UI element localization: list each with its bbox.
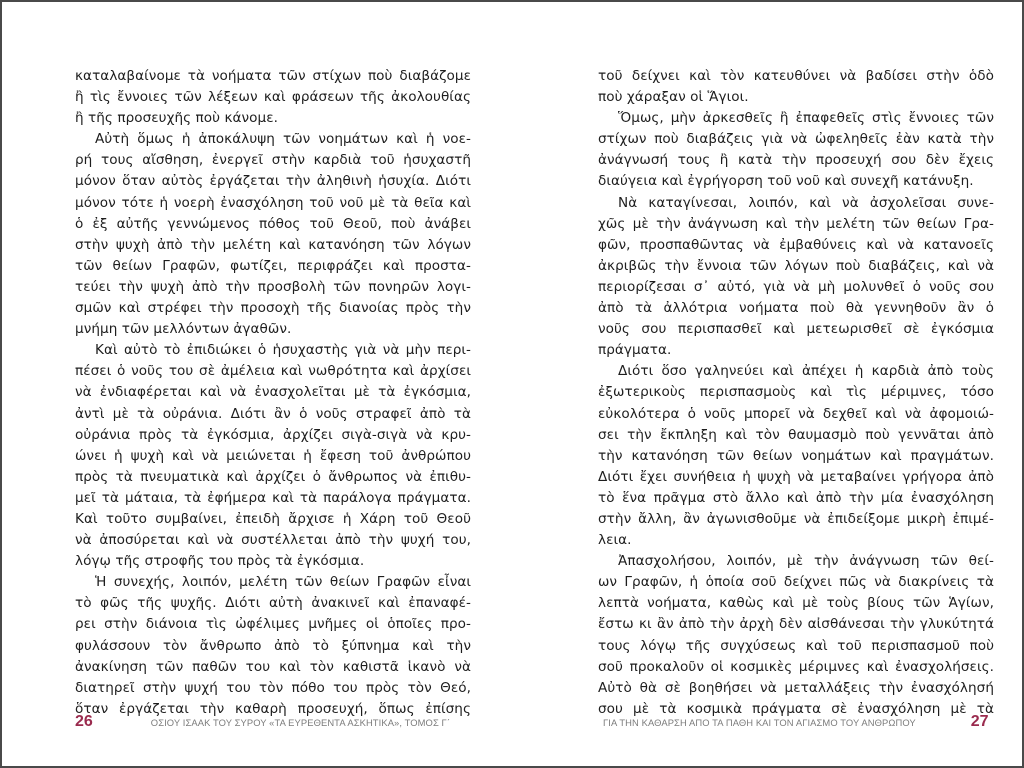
text-line: ἀντὶ μὲ τὰ οὐράνια. Διότι ἂν ὁ νοῦς στραφεῖ ἀπὸ τὰ (75, 405, 471, 422)
text-line: ὁ ἐξ αὐτῆς γεννώμενος πόθος τοῦ Θεοῦ, ποὺ ἀνάβει (75, 215, 471, 232)
text-line: διαύγεια καὶ ἐγρήγορση τοῦ νοῦ καὶ συνεχῆ κατάνυξη. (598, 173, 974, 190)
running-head-left: ΟΣΙΟΥ ΙΣΑΑΚ ΤΟΥ ΣΥΡΟΥ «ΤΑ ΕΥΡΕΘΕΝΤΑ ΑΣΚΗΤΙΚΑ», ΤΟΜΟΣ Γ΄ (150, 716, 451, 728)
paragraph (598, 551, 994, 720)
text-line: ἀνακίνηση τῶν παθῶν του καὶ τὸν καθιστᾶ ἱκανὸ νὰ (75, 658, 471, 675)
paragraph (598, 361, 994, 551)
text-line: φῶν, προσπαθῶντας νὰ ἐμβαθύνεις καὶ νὰ κατανοεῖς (598, 236, 994, 253)
left-page-body (75, 66, 471, 720)
text-line: Διότι ὅσο γαληνεύει καὶ ἀπέχει ἡ καρδιὰ ἀπὸ τοὺς (618, 363, 994, 380)
text-line: ρει στὴν διάνοια τὶς ὠφέλιμες μνῆμες οἱ ὁποῖες προ- (75, 616, 471, 633)
text-line: οὐράνια πρὸς τὰ ἐγκόσμια, ἀρχίζει σιγὰ-σιγὰ νὰ κρυ- (75, 426, 471, 443)
text-line: σου μὲ τὰ κοσμικὰ πράγματα σὲ ἐνασχόληση μὲ τὰ (598, 700, 994, 717)
text-line: λεια. (598, 532, 632, 549)
text-line: Νὰ καταγίνεσαι, λοιπόν, καὶ νὰ ἀσχολεῖσαι συνε- (618, 194, 994, 211)
text-line: πέσει ὁ νοῦς του σὲ ἀμέλεια καὶ νωθρότητα καὶ ἀρχίσει (75, 363, 471, 380)
text-line: νὰ ἀποσύρεται καὶ νὰ συστέλλεται ἀπὸ τὴν ψυχή του, (75, 532, 471, 549)
paragraph (598, 193, 994, 362)
text-line: λόγῳ τῆς στροφῆς του πρὸς τὰ ἐγκόσμια. (75, 553, 365, 570)
paragraph (598, 66, 994, 108)
text-line: χῶς μὲ τὴν ἀνάγνωση καὶ τὴν μελέτη τῶν θείων Γρα- (598, 215, 994, 232)
text-line: ἢ τὶς ἔννοιες τῶν λέξεων καὶ φράσεων τῆς ἀκολουθίας (75, 89, 471, 106)
text-line: ἐξωτερικοὺς περισπασμοὺς καὶ τὶς μέριμνες, τόσο (598, 384, 994, 401)
text-line: Καὶ αὐτὸ τὸ ἐπιδιώκει ὁ ἡσυχαστὴς γιὰ νὰ μὴν περι- (95, 342, 471, 359)
text-line: στὴν ἄλλη, ἂν ἀγωνισθοῦμε νὰ ἐπιδείξομε μικρὴ ἐπιμέ- (598, 510, 994, 527)
left-page-footer (75, 713, 450, 731)
running-head-right: ΓΙΑ ΤΗΝ ΚΑΘΑΡΣΗ ΑΠΟ ΤΑ ΠΑΘΗ ΚΑΙ ΤΟΝ ΑΓΙΑΣΜΟ ΤΟΥ ΑΝΘΡΩΠΟΥ (603, 716, 916, 728)
text-line: σει τὴν ἔκπληξη καὶ τὸν θαυμασμὸ ποὺ γεννᾶται ἀπὸ (598, 426, 994, 443)
page-number-right: 27 (970, 713, 989, 730)
text-line: ἀκριβῶς τὴν ἔννοια τῶν λόγων ποὺ διαβάζεις, καὶ νὰ (598, 257, 994, 274)
text-line: Ἀπασχολήσου, λοιπόν, μὲ τὴν ἀνάγνωση τῶν θεί- (618, 553, 994, 570)
text-line: λεπτὰ νοήματα, καθὼς καὶ μὲ τοὺς βίους τῶν Ἁγίων, (598, 595, 994, 612)
text-line: τὸ ἕνα πρᾶγμα στὸ ἄλλο καὶ ἀπὸ τὴν μία ἐνασχόληση (598, 489, 994, 506)
text-line: μόνον τότε ἡ νοερὴ ἐνασχόληση τοῦ νοῦ μὲ τὰ θεῖα καὶ (75, 194, 471, 211)
text-line: Ἡ συνεχής, λοιπόν, μελέτη τῶν θείων Γραφῶν εἶναι (95, 574, 471, 591)
text-line: ἔστω κι ἂν ἀπὸ τὴν ἀρχὴ δὲν αἰσθάνεσαι τὴν γλυκύτητά (598, 616, 994, 633)
text-line: νοῦς σου περισπασθεῖ καὶ μετεωρισθεῖ σὲ ἐγκόσμια (598, 321, 994, 338)
text-line: Αὐτὴ ὅμως ἡ ἀποκάλυψη τῶν νοημάτων καὶ ἡ νοε- (95, 131, 471, 148)
text-line: διατηρεῖ στὴν ψυχή του τὸν πόθο του πρὸς τὸν Θεό, (75, 679, 471, 696)
text-line: Αὐτὸ θὰ σὲ βοηθήσει νὰ μεταλλάξεις τὴν ἐνασχόλησή (598, 679, 994, 696)
text-line: τὴν κατανόηση τῶν θείων νοημάτων καὶ πραγμάτων. (598, 447, 994, 464)
text-line: φυλάσσουν τὸν ἄνθρωπο ἀπὸ τὸ ξύπνημα καὶ τὴν (75, 637, 471, 654)
text-line: ρή τους αἴσθηση, ἐνεργεῖ στὴν καρδιὰ τοῦ ἡσυχαστῆ (75, 152, 471, 169)
text-line: μνήμη τῶν μελλόντων ἀγαθῶν. (75, 321, 292, 338)
text-line: καταλαβαίνομε τὰ νοήματα τῶν στίχων ποὺ διαβάζομε (75, 68, 471, 84)
text-line: Διότι ἔχει συνήθεια ἡ ψυχὴ νὰ μεταβαίνει γρήγορα ἀπὸ (598, 468, 994, 485)
text-line: περιορίζεσαι σ᾽ αὐτό, γιὰ νὰ μὴ μολυνθεῖ ὁ νοῦς σου (598, 278, 994, 295)
paragraph (75, 340, 471, 572)
text-line: ἀνάγνωσή τους ἢ κατὰ τὴν προσευχή σου δὲν ἔχεις (598, 152, 994, 169)
text-line: Ὅμως, μὴν ἀρκεσθεῖς ἢ ἐπαφεθεῖς στὶς ἔννοιες τῶν (618, 110, 994, 127)
text-line: σμῶν καὶ στρέφει τὴν προσοχὴ τῆς διανοίας πρὸς τὴν (75, 300, 471, 317)
right-page-footer (603, 713, 989, 731)
text-line: Καὶ τοῦτο συμβαίνει, ἐπειδὴ ἄρχισε ἡ Χάρη τοῦ Θεοῦ (75, 510, 471, 527)
paragraph (598, 108, 994, 192)
text-line: στίχων ποὺ διαβάζεις γιὰ νὰ ὠφεληθεῖς ἐὰν κατὰ τὴν (598, 131, 994, 148)
paragraph (75, 129, 471, 340)
text-line: ποὺ χάραξαν οἱ Ἅγιοι. (598, 89, 749, 106)
text-line: τῶν θείων Γραφῶν, φωτίζει, περιφράζει καὶ προστα- (75, 257, 471, 274)
text-line: νὰ ἐνδιαφέρεται καὶ νὰ ἐνασχολεῖται μὲ τὰ ἐγκόσμια, (75, 384, 471, 401)
page-number-left: 26 (75, 713, 93, 730)
text-line: σοῦ προκαλοῦν οἱ κοσμικὲς μέριμνες καὶ ἐνασχολήσεις. (598, 658, 994, 675)
text-line: μεῖ τὰ μάταια, τὰ ἐφήμερα καὶ τὰ παράλογα πράγματα. (75, 489, 471, 506)
text-line: ων Γραφῶν, ἡ ὁποία σοῦ δείχνει πῶς νὰ διακρίνεις τὰ (598, 574, 994, 591)
text-line: τοῦ δείχνει καὶ τὸν κατευθύνει νὰ βαδίσει στὴν ὁδὸ (598, 68, 994, 84)
text-line: εὐκολότερα ὁ νοῦς μπορεῖ νὰ δεχθεῖ καὶ νὰ ἀφομοιώ- (598, 405, 994, 422)
text-line: πράγματα. (598, 342, 672, 359)
text-line: ἀπὸ τὰ ἀλλότρια νοήματα ποὺ θὰ γεννηθοῦν ἂν ὁ (598, 300, 994, 317)
text-line: τους λόγῳ τῆς συγχύσεως καὶ τοῦ περισπασμοῦ ποὺ (598, 637, 994, 654)
text-line: τὸ φῶς τῆς ψυχῆς. Διότι αὐτὴ ἀνακινεῖ καὶ ἐπαναφέ- (75, 595, 471, 612)
text-line: στὴν ψυχὴ ἀπὸ τὴν μελέτη καὶ κατανόηση τῶν λόγων (75, 236, 471, 253)
text-line: μόνον ὅταν αὐτὸς ἐργάζεται τὴν ἀληθινὴ ἡσυχία. Διότι (75, 173, 471, 190)
paragraph (75, 66, 471, 129)
text-line: τεύει τὴν ψυχὴ ἀπὸ τὴν προσβολὴ τῶν πονηρῶν λογι- (75, 278, 471, 295)
text-line: ἢ τῆς προσευχῆς ποὺ κάνομε. (75, 110, 278, 127)
right-page-body (598, 66, 994, 720)
text-line: πρὸς τὰ πνευματικὰ καὶ ἀρχίζει ὁ ἄνθρωπος νὰ ἐπιθυ- (75, 468, 471, 485)
paragraph (75, 572, 471, 720)
text-line: ὅταν ἐργάζεται τὴν καθαρὴ προσευχή, ὅπως ἐπίσης (75, 700, 471, 717)
text-line: ώνει ἡ ψυχὴ καὶ νὰ μειώνεται ἡ ἔφεση τοῦ ἀνθρώπου (75, 447, 471, 464)
